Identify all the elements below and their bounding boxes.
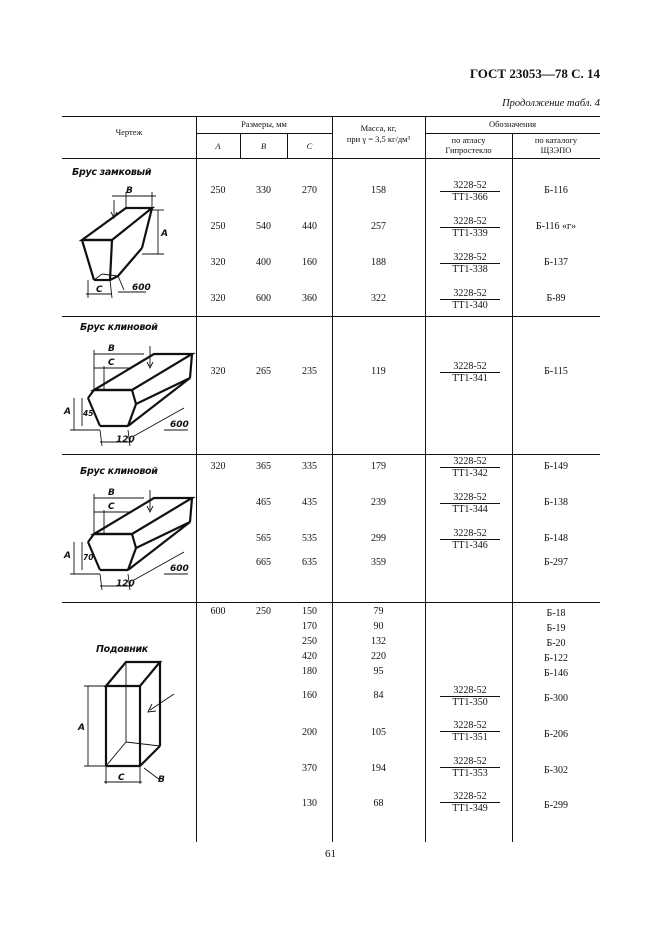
s1-r0-catalog: Б-115 [544,366,568,377]
s1-r0-b: 265 [256,366,271,377]
s3-r8-mass: 68 [373,798,384,809]
col-header-designation: Обозначения [488,119,537,129]
dim-len-0: 600 [132,283,151,293]
dim-w-1: 120 [116,435,135,445]
s3-r6-atlas-den: ТТ1-351 [452,732,488,743]
s3-r0-mass: 79 [373,606,384,617]
drawing-label-wedge-beam-2: Брус клиновой [80,466,158,477]
s2-r1-mass: 239 [371,497,386,508]
col-header-a: A [215,141,221,151]
s3-r3-mass: 220 [371,651,386,662]
col-header-atlas-1: по атласу [451,135,486,145]
s0-r3-atlas [440,288,500,311]
s3-r7-atlas [440,756,500,779]
s3-r6-catalog: Б-206 [543,729,569,740]
col-header-drawing: Чертеж [115,127,143,137]
s2-r3-mass: 359 [371,557,386,568]
s2-r0-catalog: Б-149 [543,461,569,472]
s3-r0-c: 150 [302,606,317,617]
dim-b-3: B [158,775,165,785]
dim-a-1: A [64,407,71,417]
s0-r2-mass: 188 [371,257,386,268]
drawing-label-hearth-block: Подовник [96,644,148,655]
s3-r8-catalog: Б-299 [543,800,569,811]
s3-r6-c: 200 [302,727,317,738]
s0-r0-b: 330 [256,185,271,196]
col-header-c: C [306,141,313,151]
s3-r4-mass: 95 [373,666,384,677]
s2-r1-b: 465 [256,497,271,508]
s0-r3-catalog: Б-89 [546,293,566,304]
col-header-catalog-2: ЩЗЭПО [540,145,572,155]
s0-r3-b: 600 [256,293,271,304]
col-header-b: B [260,141,267,151]
dim-a-3: A [78,723,85,733]
s3-r0-a: 600 [210,606,226,617]
s0-r0-catalog: Б-116 [544,185,568,196]
dim-h-1: 45 [83,409,94,418]
s3-r5-atlas [440,685,500,708]
s0-r3-atlas-den: ТТ1-340 [452,300,488,311]
s3-r7-catalog: Б-302 [543,765,569,776]
s3-r8-atlas-num: 3228-52 [440,791,500,803]
s1-r0-mass: 119 [371,366,386,377]
s2-r2-atlas-den: ТТ1-346 [452,540,488,551]
s0-r0-atlas-den: ТТ1-366 [452,192,488,203]
s2-r2-c: 535 [302,533,317,544]
dim-b-2: B [108,488,115,498]
s0-r0-a: 250 [210,185,226,196]
col-header-catalog-1: по каталогу [534,135,578,145]
s0-r1-catalog: Б-116 «г» [535,221,577,232]
s1-r0-atlas-den: ТТ1-341 [452,373,488,384]
s3-r5-atlas-num: 3228-52 [440,685,500,697]
document-header: ГОСТ 23053—78 С. 14 [469,66,600,81]
s1-r0-c: 235 [302,366,317,377]
s0-r3-a: 320 [210,293,226,304]
s0-r1-c: 440 [302,221,317,232]
drawing-hearth-block [70,654,185,789]
s2-r0-mass: 179 [371,461,386,472]
drawing-label-wedge-beam-1: Брус клиновой [80,322,158,333]
s2-r0-atlas-num: 3228-52 [440,456,500,468]
s0-r0-mass: 158 [371,185,386,196]
s2-r2-atlas [440,528,500,551]
s3-r6-atlas [440,720,500,743]
s0-r3-mass: 322 [371,293,386,304]
s3-r5-mass: 84 [373,690,384,701]
s3-r5-c: 160 [302,690,317,701]
s3-r5-atlas-den: ТТ1-350 [452,697,488,708]
s3-r5-catalog: Б-300 [543,693,569,704]
s0-r1-a: 250 [210,221,226,232]
dim-len-2: 600 [170,564,189,574]
dim-c-1: C [108,358,115,368]
drawing-label-lock-beam: Брус замковый [72,167,152,178]
s3-r6-mass: 105 [371,727,386,738]
s2-r3-b: 665 [256,557,271,568]
col-header-atlas-2: Гипростекло [445,145,492,155]
s2-r0-atlas-den: ТТ1-342 [452,468,488,479]
s2-r0-atlas [440,456,500,479]
s2-r2-atlas-num: 3228-52 [440,528,500,540]
drawing-lock-beam [66,180,191,305]
s3-r7-mass: 194 [371,763,386,774]
s2-r0-c: 335 [302,461,317,472]
s3-r3-catalog: Б-122 [543,653,569,664]
s3-r7-atlas-num: 3228-52 [440,756,500,768]
col-header-mass-1: Масса, кг, [360,123,397,133]
s0-r2-catalog: Б-137 [543,257,569,268]
s0-r3-c: 360 [302,293,317,304]
s2-r2-b: 565 [256,533,271,544]
s2-r0-b: 365 [256,461,271,472]
drawing-wedge-beam-2 [64,480,194,595]
table-caption: Продолжение табл. 4 [502,98,600,109]
dim-c-2: C [108,502,115,512]
s2-r3-c: 635 [302,557,317,568]
s0-r1-atlas [440,216,500,239]
s0-r0-atlas [440,180,500,203]
s3-r6-atlas-num: 3228-52 [440,720,500,732]
s2-r1-atlas-num: 3228-52 [440,492,500,504]
dim-len-1: 600 [170,420,189,430]
s2-r2-mass: 299 [371,533,386,544]
s3-r8-atlas-den: ТТ1-349 [452,803,488,814]
s1-r0-atlas-num: 3228-52 [440,361,500,373]
s3-r4-catalog: Б-146 [543,668,569,679]
s2-r3-catalog: Б-297 [543,557,569,568]
s3-r4-c: 180 [302,666,317,677]
s2-r1-catalog: Б-138 [543,497,569,508]
s0-r2-c: 160 [302,257,317,268]
drawing-wedge-beam-1 [64,336,194,451]
s0-r2-b: 400 [256,257,271,268]
s3-r1-mass: 90 [373,621,384,632]
s3-r8-atlas [440,791,500,814]
dim-c-0: C [96,285,103,295]
s3-r1-c: 170 [302,621,317,632]
s3-r2-c: 250 [302,636,317,647]
s3-r8-c: 130 [302,798,317,809]
s0-r1-b: 540 [256,221,271,232]
s3-r0-catalog: Б-18 [546,608,566,619]
s2-r0-a: 320 [210,461,226,472]
s0-r2-atlas-den: ТТ1-338 [452,264,488,275]
page-number: 61 [325,848,336,860]
s0-r1-atlas-num: 3228-52 [440,216,500,228]
s0-r0-c: 270 [302,185,317,196]
s0-r0-atlas-num: 3228-52 [440,180,500,192]
dim-a-2: A [64,551,71,561]
s3-r3-c: 420 [302,651,317,662]
s0-r1-atlas-den: ТТ1-339 [452,228,488,239]
s0-r2-a: 320 [210,257,226,268]
s0-r3-atlas-num: 3228-52 [440,288,500,300]
dim-c-3: C [118,773,125,783]
s3-r7-atlas-den: ТТ1-353 [452,768,488,779]
s3-r1-catalog: Б-19 [546,623,566,634]
s0-r2-atlas-num: 3228-52 [440,252,500,264]
dim-b-1: B [108,344,115,354]
dim-h-2: 70 [83,553,94,562]
s1-r0-a: 320 [210,366,226,377]
s3-r7-c: 370 [302,763,317,774]
col-header-mass-2: при γ = 3,5 кг/дм³ [346,134,411,144]
s2-r1-atlas [440,492,500,515]
col-header-sizes: Размеры, мм [241,119,287,129]
s3-r2-mass: 132 [371,636,386,647]
dim-b-0: B [126,186,133,196]
s3-r2-catalog: Б-20 [546,638,566,649]
s1-r0-atlas [440,361,500,384]
dim-w-2: 120 [116,579,135,589]
s2-r1-c: 435 [302,497,317,508]
s0-r2-atlas [440,252,500,275]
s3-r0-b: 250 [256,606,271,617]
dim-a-0: A [161,229,168,239]
s0-r1-mass: 257 [371,221,386,232]
s2-r2-catalog: Б-148 [543,533,569,544]
s2-r1-atlas-den: ТТ1-344 [452,504,488,515]
